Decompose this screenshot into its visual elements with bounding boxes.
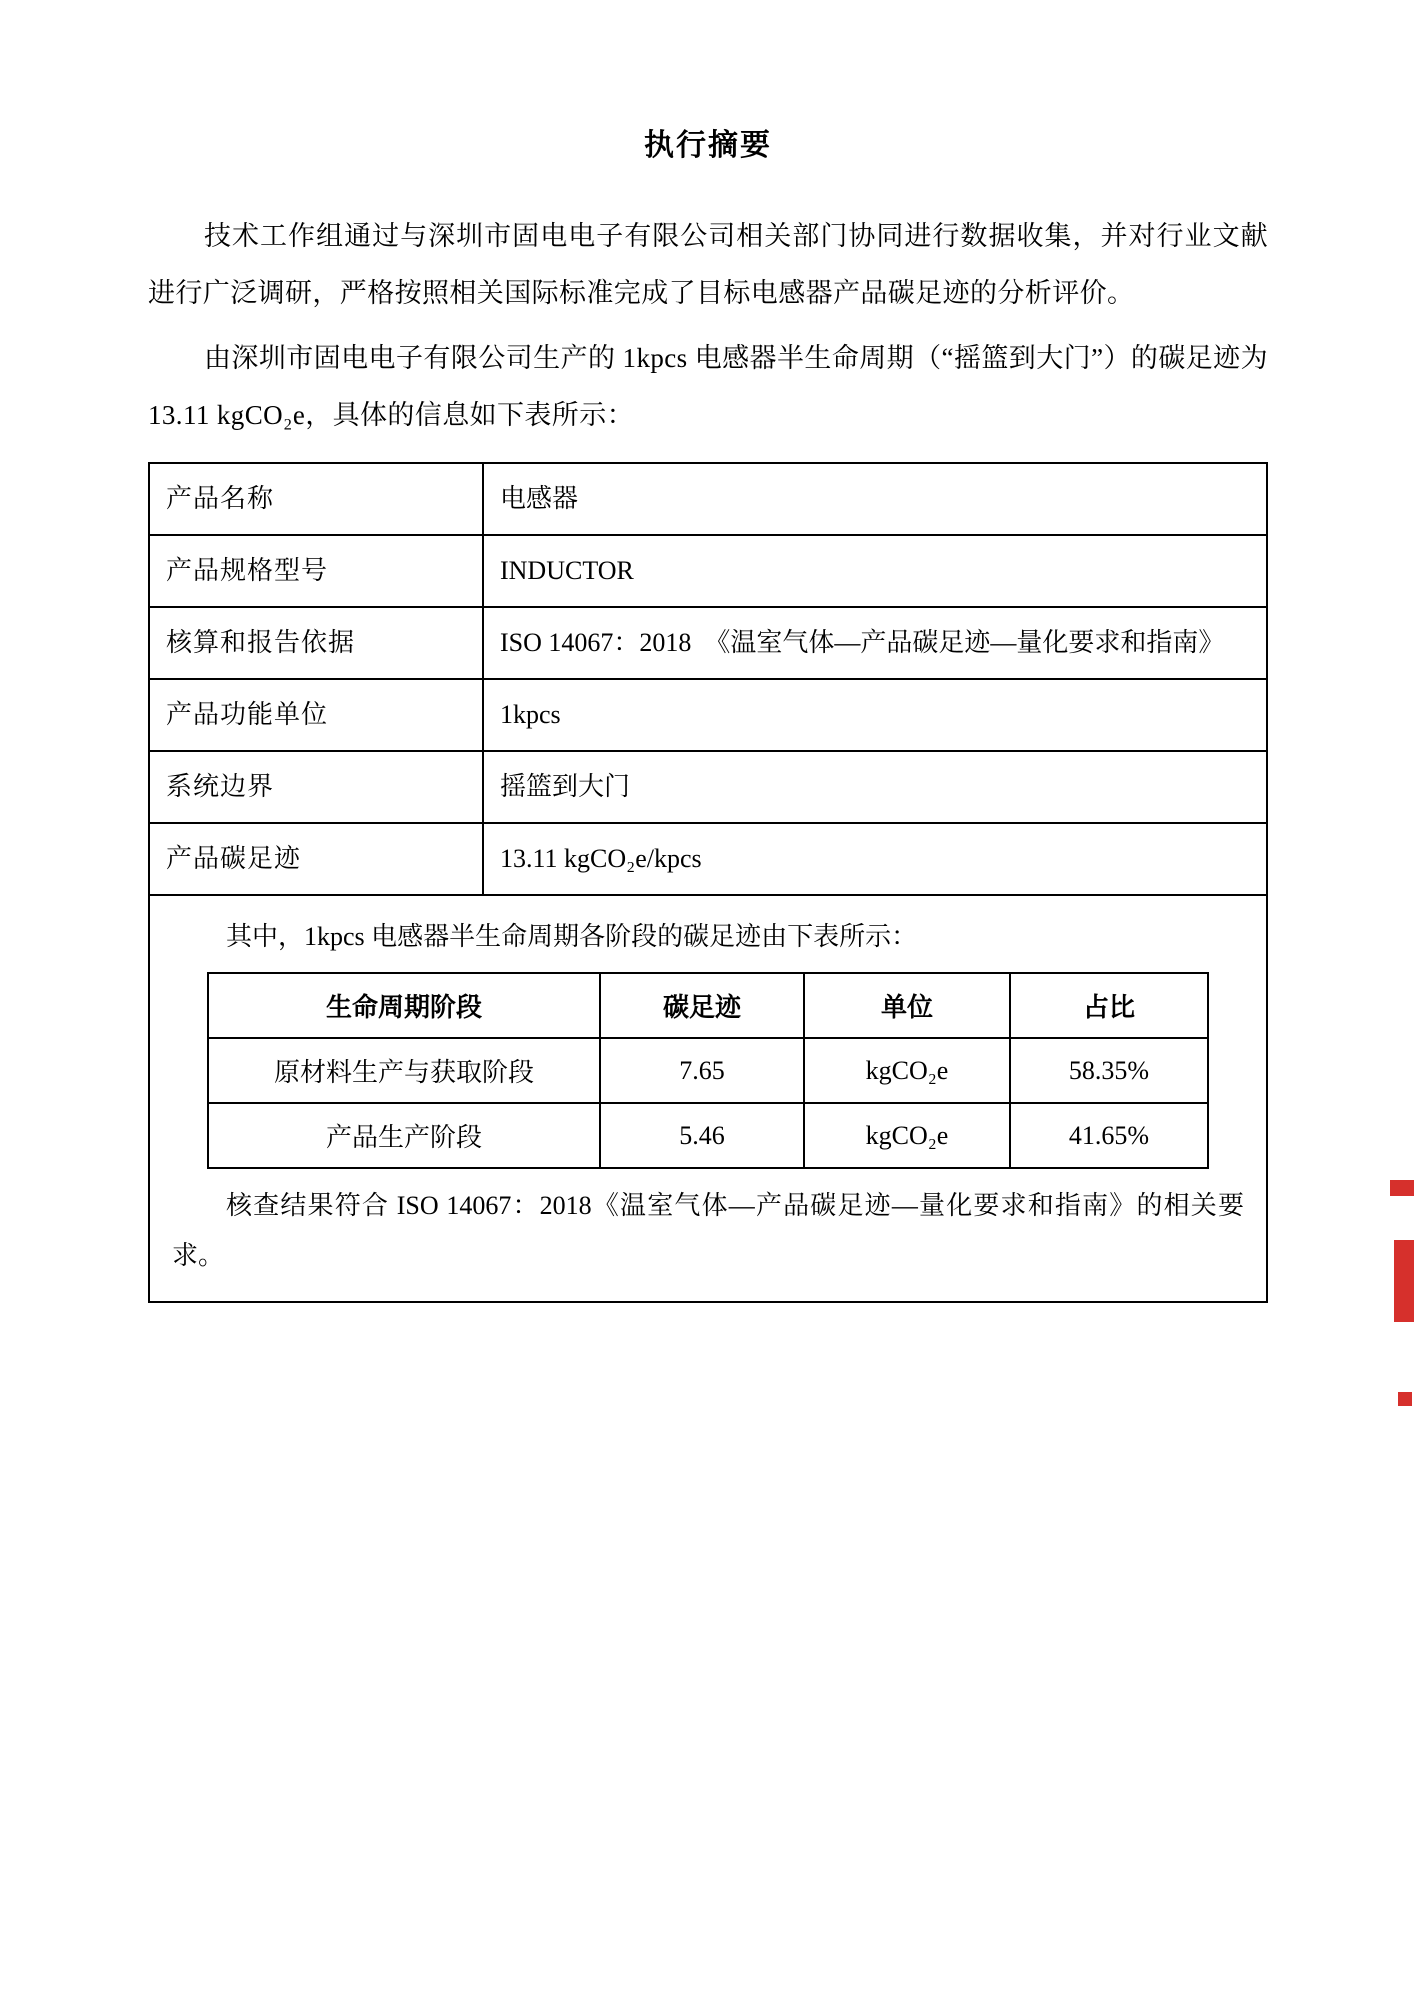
row-value-functional-unit: 1kpcs [483,679,1266,751]
page-title: 执行摘要 [644,129,772,162]
cell-stage-footprint: 5.46 [600,1103,804,1168]
lifecycle-stage-table [207,972,1209,1169]
intro-paragraph-1: 技术工作组通过与深圳市固电电子有限公司相关部门协同进行数据收集，并对行业文献进行广泛调研，严格按照相关国际标准完成了目标电感器产品碳足迹的分析评价。 [148,221,1268,308]
document-content [148,120,1268,1303]
row-label-system-boundary: 系统边界 [150,751,483,823]
table-header-row [208,973,1208,1038]
product-info-table [150,464,1266,896]
column-header-footprint: 碳足迹 [600,973,804,1038]
row-label-product-model: 产品规格型号 [150,535,483,607]
cell-stage-footprint: 7.65 [600,1038,804,1103]
cell-stage-unit: kgCO₂e [804,1038,1010,1103]
table-row [150,464,1266,535]
table-row [150,679,1266,751]
cell-stage-name: 产品生产阶段 [208,1103,600,1168]
summary-box [148,462,1268,1303]
stage-section [150,896,1266,1301]
column-header-unit: 单位 [804,973,1010,1038]
row-label-product-name: 产品名称 [150,464,483,535]
cell-stage-share: 41.65% [1010,1103,1208,1168]
stamp-mark-middle [1394,1240,1414,1322]
cell-stage-share: 58.35% [1010,1038,1208,1103]
row-label-functional-unit: 产品功能单位 [150,679,483,751]
row-label-carbon-footprint: 产品碳足迹 [150,823,483,895]
table-row [150,751,1266,823]
stage-intro-text: 其中，1kpcs 电感器半生命周期各阶段的碳足迹由下表所示： [226,922,918,951]
stamp-mark-dot [1398,1392,1412,1406]
table-row [208,1103,1208,1168]
row-value-standard: ISO 14067：2018 《温室气体—产品碳足迹—量化要求和指南》 [483,607,1266,679]
cell-stage-name: 原材料生产与获取阶段 [208,1038,600,1103]
row-value-carbon-footprint: 13.11 kgCO₂e/kpcs [483,823,1266,895]
row-value-product-model: INDUCTOR [483,535,1266,607]
table-row [208,1038,1208,1103]
row-label-standard: 核算和报告依据 [150,607,483,679]
table-row [150,535,1266,607]
row-value-product-name: 电感器 [483,464,1266,535]
row-value-system-boundary: 摇篮到大门 [483,751,1266,823]
verification-conclusion: 核查结果符合 ISO 14067：2018《温室气体—产品碳足迹—量化要求和指南》的相关要求。 [172,1191,1244,1270]
column-header-share: 占比 [1010,973,1208,1038]
table-row [150,823,1266,895]
cell-stage-unit: kgCO₂e [804,1103,1010,1168]
red-stamp-fragment [1390,1180,1414,1410]
table-row [150,607,1266,679]
column-header-stage: 生命周期阶段 [208,973,600,1038]
intro-paragraph-2: 由深圳市固电电子有限公司生产的 1kpcs 电感器半生命周期（“摇篮到大门”）的碳足迹为 13.11 kgCO₂e，具体的信息如下表所示： [148,343,1268,430]
stamp-mark-top [1390,1180,1414,1196]
